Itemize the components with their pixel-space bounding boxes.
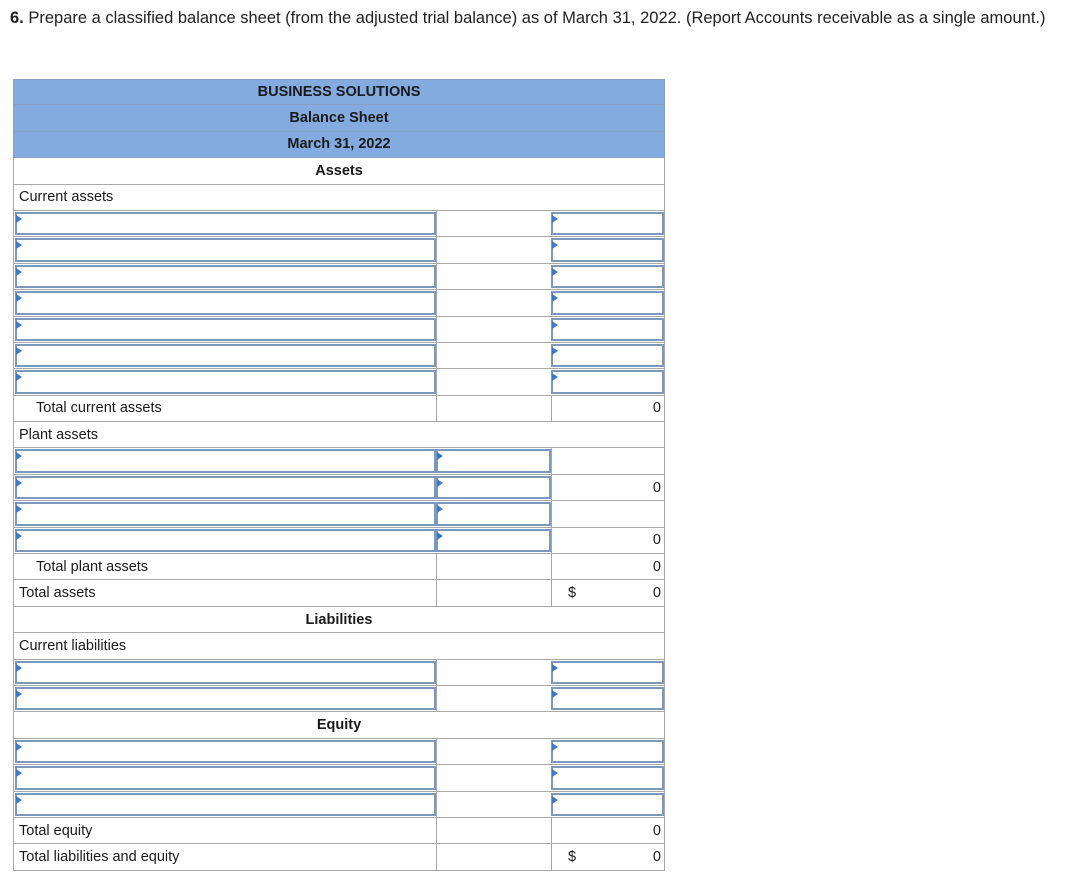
plant-assets-label: Plant assets <box>19 426 98 443</box>
current-liability-row <box>13 686 665 712</box>
current-asset-row <box>13 369 665 395</box>
dropdown-marker-icon <box>552 321 558 329</box>
question-prompt <box>10 8 1068 29</box>
equity-account-input[interactable] <box>15 793 436 816</box>
plant-assets-label-row <box>13 422 665 448</box>
dropdown-marker-icon <box>16 479 22 487</box>
total-current-assets-label: Total current assets <box>36 400 162 417</box>
empty-cell <box>436 264 551 289</box>
total-assets-label: Total assets <box>19 585 96 602</box>
empty-cell <box>436 792 551 817</box>
liability-amount-input[interactable] <box>551 661 664 684</box>
company-name: BUSINESS SOLUTIONS <box>257 84 421 101</box>
current-asset-amount-input[interactable] <box>551 291 664 314</box>
dropdown-marker-icon <box>16 452 22 460</box>
plant-asset-row <box>13 501 665 527</box>
question-number: 6. <box>10 9 24 27</box>
plant-asset-account-input[interactable] <box>15 502 436 525</box>
empty-cell <box>436 369 551 394</box>
plant-asset-account-input[interactable] <box>15 529 436 552</box>
plant-asset-row <box>13 528 665 554</box>
current-asset-account-input[interactable] <box>15 370 436 393</box>
dropdown-marker-icon <box>16 294 22 302</box>
dropdown-marker-icon <box>552 769 558 777</box>
empty-cell <box>436 844 551 869</box>
liability-amount-input[interactable] <box>551 687 664 710</box>
dropdown-marker-icon <box>16 321 22 329</box>
dropdown-marker-icon <box>16 690 22 698</box>
dropdown-marker-icon <box>16 664 22 672</box>
dropdown-marker-icon <box>16 743 22 751</box>
plant-asset-amount-input[interactable] <box>436 529 551 552</box>
header-date-row <box>13 132 665 158</box>
equity-row <box>13 739 665 765</box>
balance-sheet-form <box>13 79 665 871</box>
currency-symbol: $ <box>568 585 577 602</box>
current-asset-account-input[interactable] <box>15 265 436 288</box>
dropdown-marker-icon <box>16 505 22 513</box>
current-asset-account-input[interactable] <box>15 344 436 367</box>
dropdown-marker-icon <box>437 532 443 540</box>
header-statement-row <box>13 105 665 131</box>
equity-account-input[interactable] <box>15 766 436 789</box>
assets-heading-row <box>13 158 665 184</box>
dropdown-marker-icon <box>552 294 558 302</box>
dropdown-marker-icon <box>552 268 558 276</box>
current-assets-label-row <box>13 185 665 211</box>
current-asset-amount-input[interactable] <box>551 318 664 341</box>
current-asset-row <box>13 317 665 343</box>
current-asset-amount-input[interactable] <box>551 370 664 393</box>
empty-cell <box>436 396 551 421</box>
dropdown-marker-icon <box>552 373 558 381</box>
current-asset-amount-input[interactable] <box>551 238 664 261</box>
plant-asset-account-input[interactable] <box>15 449 436 472</box>
empty-cell <box>436 211 551 236</box>
empty-cell <box>436 660 551 685</box>
equity-amount-input[interactable] <box>551 740 664 763</box>
total-liabilities-equity-label: Total liabilities and equity <box>19 849 180 866</box>
equity-row <box>13 765 665 791</box>
empty-cell <box>436 818 551 843</box>
current-liability-row <box>13 660 665 686</box>
empty-cell <box>551 448 665 473</box>
dropdown-marker-icon <box>16 532 22 540</box>
current-asset-account-input[interactable] <box>15 238 436 261</box>
statement-date: March 31, 2022 <box>287 136 391 153</box>
dropdown-marker-icon <box>437 505 443 513</box>
total-current-assets-value: 0 <box>551 396 665 421</box>
dropdown-marker-icon <box>552 690 558 698</box>
empty-cell <box>436 580 551 605</box>
equity-heading-row <box>13 712 665 738</box>
plant-asset-account-input[interactable] <box>15 476 436 499</box>
current-assets-label: Current assets <box>19 189 114 206</box>
plant-asset-row <box>13 448 665 474</box>
plant-asset-amount-input[interactable] <box>436 502 551 525</box>
total-equity-value: 0 <box>551 818 665 843</box>
dropdown-marker-icon <box>437 479 443 487</box>
dropdown-marker-icon <box>16 347 22 355</box>
total-assets-cell <box>551 580 665 605</box>
dropdown-marker-icon <box>16 373 22 381</box>
empty-cell <box>436 290 551 315</box>
empty-cell <box>436 317 551 342</box>
total-liabilities-equity-row <box>13 844 665 870</box>
current-asset-account-input[interactable] <box>15 212 436 235</box>
liabilities-heading: Liabilities <box>305 611 373 628</box>
statement-title: Balance Sheet <box>289 110 389 127</box>
dropdown-marker-icon <box>16 241 22 249</box>
current-asset-row <box>13 264 665 290</box>
plant-net-value: 0 <box>551 475 665 500</box>
dropdown-marker-icon <box>552 743 558 751</box>
current-asset-row <box>13 343 665 369</box>
question-text: Prepare a classified balance sheet (from the adjusted trial balance) as of March 31, 2022. (Report Accounts receivable as a single amount.) <box>23 9 1046 27</box>
empty-cell <box>436 739 551 764</box>
current-asset-account-input[interactable] <box>15 291 436 314</box>
total-current-assets-row <box>13 396 665 422</box>
dropdown-marker-icon <box>16 268 22 276</box>
total-plant-assets-label: Total plant assets <box>36 558 149 575</box>
empty-cell <box>436 554 551 579</box>
dropdown-marker-icon <box>552 796 558 804</box>
liability-account-input[interactable] <box>15 661 436 684</box>
empty-cell <box>551 501 665 526</box>
current-asset-amount-input[interactable] <box>551 212 664 235</box>
dropdown-marker-icon <box>552 241 558 249</box>
plant-net-value: 0 <box>551 528 665 553</box>
liabilities-heading-row <box>13 607 665 633</box>
currency-symbol: $ <box>568 849 577 866</box>
total-plant-assets-row <box>13 554 665 580</box>
equity-account-input[interactable] <box>15 740 436 763</box>
total-equity-label: Total equity <box>19 822 93 839</box>
total-liabilities-equity-value: 0 <box>652 849 661 866</box>
dropdown-marker-icon <box>437 452 443 460</box>
current-asset-amount-input[interactable] <box>551 265 664 288</box>
liability-account-input[interactable] <box>15 687 436 710</box>
current-liabilities-label: Current liabilities <box>19 637 127 654</box>
current-liabilities-label-row <box>13 633 665 659</box>
dropdown-marker-icon <box>16 769 22 777</box>
current-asset-row <box>13 237 665 263</box>
total-liabilities-equity-cell <box>551 844 665 869</box>
dropdown-marker-icon <box>552 215 558 223</box>
equity-row <box>13 792 665 818</box>
plant-asset-row <box>13 475 665 501</box>
empty-cell <box>436 765 551 790</box>
plant-asset-amount-input[interactable] <box>436 476 551 499</box>
total-assets-row <box>13 580 665 606</box>
current-asset-amount-input[interactable] <box>551 344 664 367</box>
plant-asset-amount-input[interactable] <box>436 449 551 472</box>
total-equity-row <box>13 818 665 844</box>
total-plant-assets-value: 0 <box>551 554 665 579</box>
dropdown-marker-icon <box>552 664 558 672</box>
total-assets-value: 0 <box>652 585 661 602</box>
empty-cell <box>436 237 551 262</box>
empty-cell <box>436 686 551 711</box>
empty-cell <box>436 343 551 368</box>
header-company-row <box>13 79 665 105</box>
current-asset-account-input[interactable] <box>15 318 436 341</box>
dropdown-marker-icon <box>16 215 22 223</box>
equity-amount-input[interactable] <box>551 766 664 789</box>
dropdown-marker-icon <box>552 347 558 355</box>
equity-amount-input[interactable] <box>551 793 664 816</box>
current-asset-row <box>13 290 665 316</box>
current-asset-row <box>13 211 665 237</box>
assets-heading: Assets <box>315 162 363 179</box>
dropdown-marker-icon <box>16 796 22 804</box>
equity-heading: Equity <box>316 717 362 734</box>
